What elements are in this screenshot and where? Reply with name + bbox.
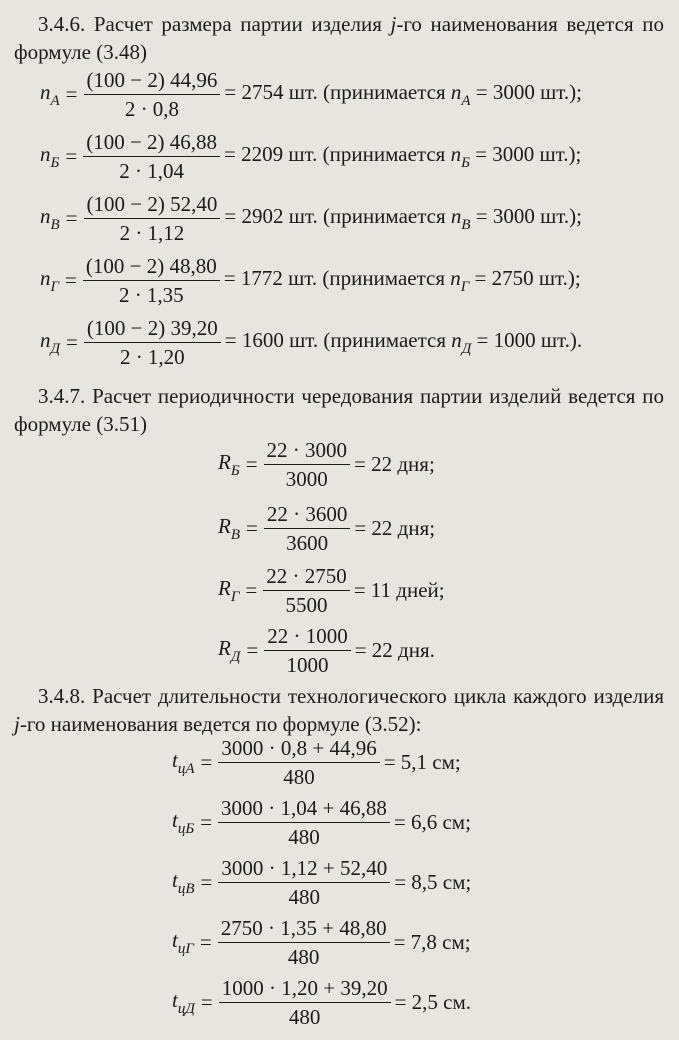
numerator: (100 − 2) 46,88 bbox=[83, 130, 220, 157]
lhs: $n_Г$ bbox=[40, 265, 60, 295]
numerator: (100 − 2) 44,96 bbox=[84, 68, 221, 95]
result: = 22 дня; bbox=[354, 452, 435, 476]
fraction bbox=[263, 564, 350, 617]
intro-var: j bbox=[14, 712, 20, 736]
numerator: 3000 · 1,12 + 52,40 bbox=[218, 856, 390, 883]
denominator: 1000 bbox=[286, 653, 329, 677]
lhs: $n_А$ bbox=[40, 79, 60, 109]
denominator: 3000 bbox=[285, 467, 328, 491]
numerator: 22 · 2750 bbox=[263, 564, 350, 591]
result: = 2209 шт. (принимается $n_Б = 3000$ шт.); bbox=[224, 141, 582, 171]
numerator: 1000 · 1,20 + 39,20 bbox=[219, 976, 391, 1003]
formula-r-v: $R_В$ = $\frac{22 \cdot 3600}{3600}$ = 22 дня; bbox=[218, 502, 436, 555]
fraction bbox=[84, 68, 221, 121]
intro-text: 3.4.8. Расчет длительности технологического цикла каждого изделия bbox=[38, 684, 664, 708]
denominator: 2 · 1,20 bbox=[119, 345, 185, 369]
fraction bbox=[84, 192, 221, 245]
formula-n-v: $n_В$ = $\frac{(100 - 2) 52,40}{2 \cdot 1,12}$ = 2902 шт. (принимается $n_В = 3000$ шт.); bbox=[40, 192, 582, 245]
lhs: $R_В$ bbox=[218, 513, 240, 543]
lhs: $t_{цВ}$ bbox=[172, 867, 195, 897]
numerator: 22 · 3000 bbox=[264, 438, 351, 465]
denominator: 480 bbox=[288, 885, 321, 909]
intro-text: 3.4.6. Расчет размера партии изделия bbox=[38, 12, 391, 36]
denominator: 2 · 0,8 bbox=[124, 97, 180, 121]
formula-t-a: $t_{цА}$ = $\frac{3000 \cdot 0,8 + 44,96}{480}$ = 5,1 см; bbox=[172, 736, 461, 789]
section-346-intro bbox=[14, 10, 664, 66]
result: = 1772 шт. (принимается $n_Г = 2750$ шт.); bbox=[223, 265, 581, 295]
lhs: $R_Г$ bbox=[218, 575, 240, 605]
denominator: 480 bbox=[288, 1005, 321, 1029]
formula-r-b: $R_Б$ = $\frac{22 \cdot 3000}{3000}$ = 22 дня; bbox=[218, 438, 435, 491]
numerator: 3000 · 1,04 + 46,88 bbox=[218, 796, 390, 823]
numerator: (100 − 2) 48,80 bbox=[83, 254, 220, 281]
lhs: $R_Д$ bbox=[218, 635, 241, 665]
formula-n-g: $n_Г$ = $\frac{(100 - 2) 48,80}{2 \cdot 1,35}$ = 1772 шт. (принимается $n_Г = 2750$ шт.); bbox=[40, 254, 581, 307]
section-348-intro bbox=[14, 682, 664, 738]
numerator: 22 · 3600 bbox=[264, 502, 351, 529]
fraction bbox=[218, 856, 390, 909]
lhs: $t_{цБ}$ bbox=[172, 807, 195, 837]
result: = 11 дней; bbox=[353, 578, 445, 602]
denominator: 480 bbox=[287, 945, 320, 969]
fraction bbox=[83, 130, 220, 183]
numerator: 3000 · 0,8 + 44,96 bbox=[218, 736, 379, 763]
section-347-intro bbox=[14, 382, 664, 438]
numerator: 2750 · 1,35 + 48,80 bbox=[218, 916, 390, 943]
denominator: 5500 bbox=[285, 593, 328, 617]
result: = 8,5 см; bbox=[394, 870, 472, 894]
lhs: $n_Д$ bbox=[40, 327, 61, 357]
formula-t-v: $t_{цВ}$ = $\frac{3000 \cdot 1,12 + 52,40}{480}$ = 8,5 см; bbox=[172, 856, 472, 909]
formula-t-d: $t_{цД}$ = $\frac{1000 \cdot 1,20 + 39,20}{480}$ = 2,5 см. bbox=[172, 976, 472, 1029]
formula-t-b: $t_{цБ}$ = $\frac{3000 \cdot 1,04 + 46,88}{480}$ = 6,6 см; bbox=[172, 796, 471, 849]
result: = 1600 шт. (принимается $n_Д = 1000$ шт.). bbox=[224, 327, 583, 357]
formula-n-b: $n_Б$ = $\frac{(100 - 2) 46,88}{2 \cdot 1,04}$ = 2209 шт. (принимается $n_Б = 3000$ шт.); bbox=[40, 130, 582, 183]
lhs: $n_Б$ bbox=[40, 141, 60, 171]
lhs: $R_Б$ bbox=[218, 449, 240, 479]
denominator: 2 · 1,35 bbox=[118, 283, 184, 307]
numerator: (100 − 2) 52,40 bbox=[84, 192, 221, 219]
fraction bbox=[218, 796, 390, 849]
result: = 2902 шт. (принимается $n_В = 3000$ шт.); bbox=[224, 203, 582, 233]
fraction bbox=[219, 976, 391, 1029]
numerator: 22 · 1000 bbox=[264, 624, 351, 651]
fraction bbox=[218, 916, 390, 969]
formula-n-d: $n_Д$ = $\frac{(100 - 2) 39,20}{2 \cdot 1,20}$ = 1600 шт. (принимается $n_Д = 1000$ шт.). bbox=[40, 316, 583, 369]
denominator: 2 · 1,04 bbox=[119, 159, 184, 183]
result: = 22 дня. bbox=[354, 638, 435, 662]
result: = 7,8 см; bbox=[393, 930, 471, 954]
formula-n-a: $n_А$ = $\frac{(100 - 2) 44,96}{2 \cdot 0,8}$ = 2754 шт. (принимается $n_А = 3000$ шт.); bbox=[40, 68, 582, 121]
fraction bbox=[83, 254, 220, 307]
intro-text: -го наименования ведется по формуле (3.52): bbox=[19, 712, 422, 736]
denominator: 3600 bbox=[286, 531, 329, 555]
denominator: 2 · 1,12 bbox=[119, 221, 185, 245]
result: = 2,5 см. bbox=[394, 990, 472, 1014]
denominator: 480 bbox=[288, 825, 320, 849]
lhs: $n_В$ bbox=[40, 203, 60, 233]
intro-text: 3.4.7. Расчет периодичности чередования партии изделий ведется по формуле (3.51) bbox=[14, 384, 664, 436]
fraction bbox=[264, 438, 351, 491]
fraction bbox=[218, 736, 379, 789]
result: = 6,6 см; bbox=[393, 810, 471, 834]
fraction bbox=[264, 502, 351, 555]
numerator: (100 − 2) 39,20 bbox=[84, 316, 221, 343]
result: = 2754 шт. (принимается $n_А = 3000$ шт.); bbox=[224, 79, 582, 109]
result: = 5,1 см; bbox=[383, 750, 461, 774]
intro-text: -го наименования ведется по формуле (3.48) bbox=[14, 12, 664, 64]
formula-r-d: $R_Д$ = $\frac{22 \cdot 1000}{1000}$ = 22 дня. bbox=[218, 624, 435, 677]
formula-r-g: $R_Г$ = $\frac{22 \cdot 2750}{5500}$ = 11 дней; bbox=[218, 564, 445, 617]
formula-t-g: $t_{цГ}$ = $\frac{2750 \cdot 1,35 + 48,80}{480}$ = 7,8 см; bbox=[172, 916, 471, 969]
fraction bbox=[84, 316, 221, 369]
fraction bbox=[264, 624, 351, 677]
result: = 22 дня; bbox=[354, 516, 436, 540]
intro-var: j bbox=[390, 12, 397, 36]
lhs: $t_{цА}$ bbox=[172, 747, 195, 777]
lhs: $t_{цД}$ bbox=[172, 987, 195, 1017]
denominator: 480 bbox=[283, 765, 315, 789]
lhs: $t_{цГ}$ bbox=[172, 927, 194, 957]
